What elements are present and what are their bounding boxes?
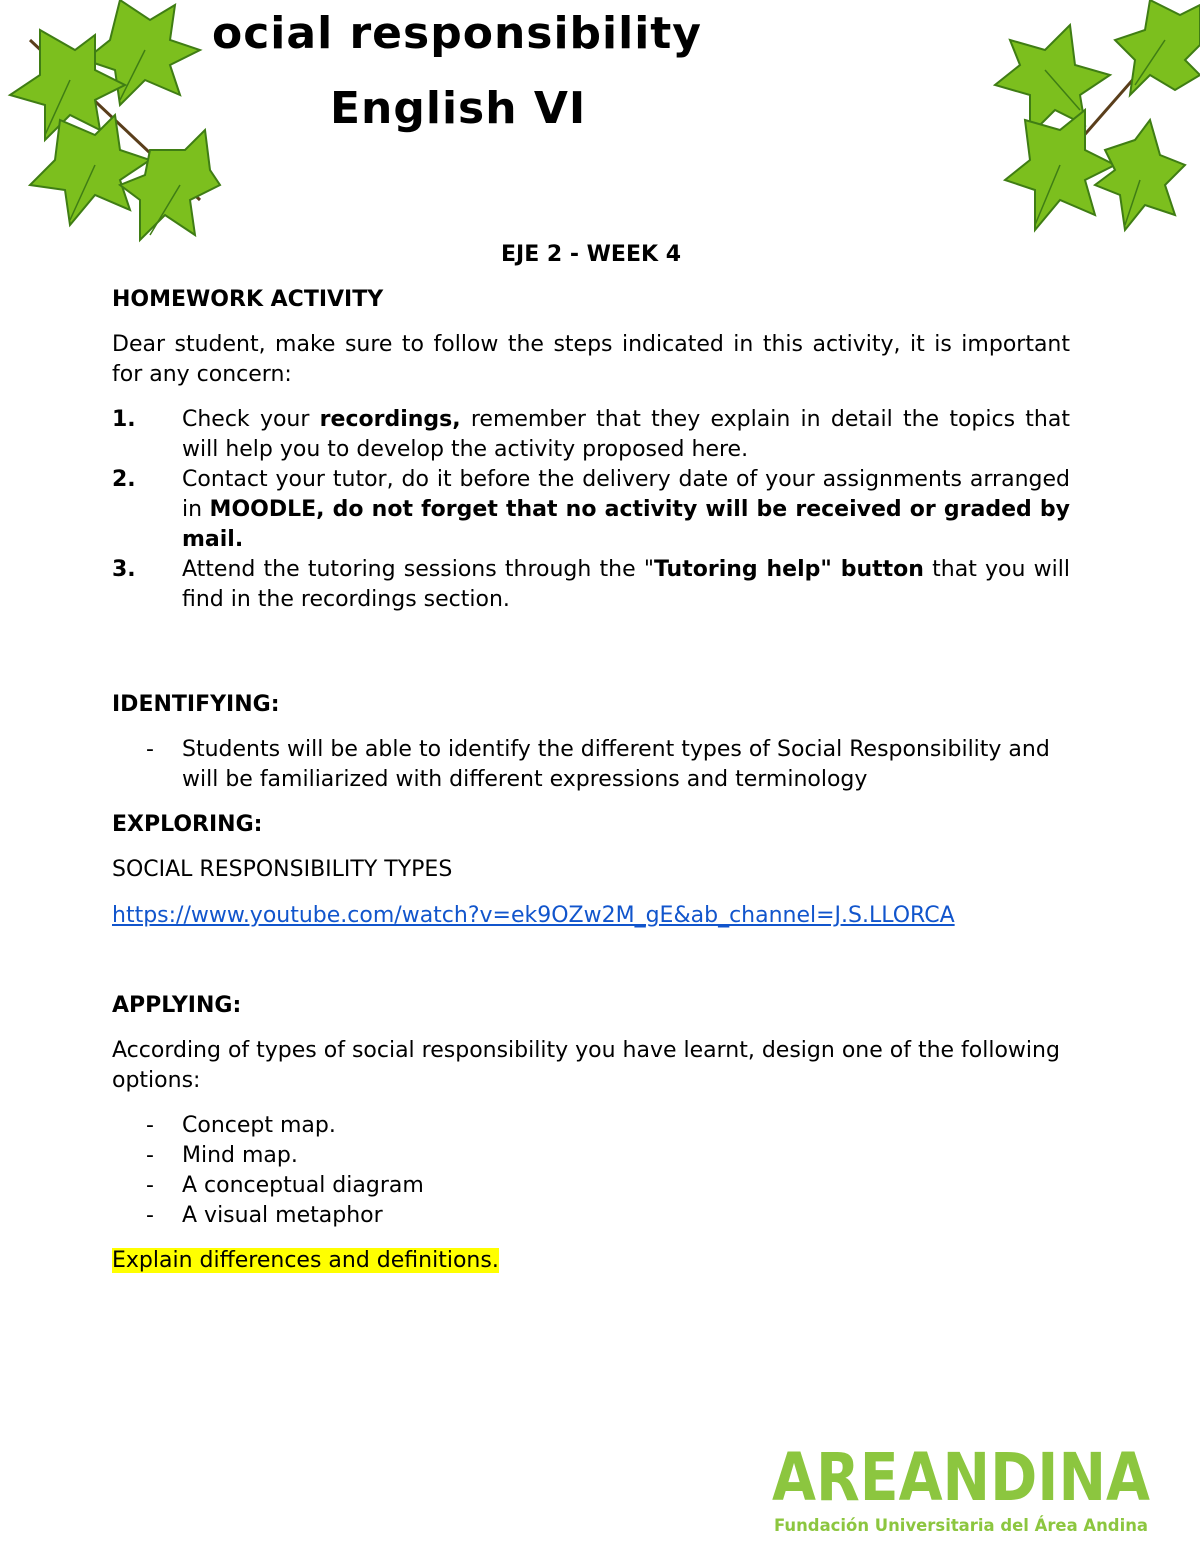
bullet-dash: - [146,1113,154,1138]
areandina-logo [770,1439,1161,1540]
bullet-dash: - [146,737,154,762]
leaf-decoration-left [0,0,220,240]
leaf-decoration-right [985,0,1200,240]
steps-list [112,405,1070,615]
bullet-dash: - [146,1173,154,1198]
week-heading: EJE 2 - WEEK 4 [501,242,681,267]
document-title: ocial responsibility [212,8,702,59]
homework-heading: HOMEWORK ACTIVITY [112,287,384,312]
options-list [112,1111,1070,1231]
list-item-text: Mind map. [182,1143,298,1168]
exploring-subtitle: SOCIAL RESPONSIBILITY TYPES [112,857,453,882]
list-item [112,1201,1070,1231]
bullet-dash: - [146,1143,154,1168]
applying-paragraph: According of types of social responsibility you have learnt, design one of the following options: [112,1038,1060,1093]
step-text: Check your [182,407,320,432]
logo-wordmark: AREANDINA [772,1439,1150,1516]
list-item [112,465,1070,555]
list-item [112,1141,1070,1171]
step-text: Attend the tutoring sessions through the " [182,557,654,582]
step-number: 3. [112,557,136,582]
exploring-heading: EXPLORING: [112,812,263,837]
list-item [112,1111,1070,1141]
intro-paragraph: Dear student, make sure to follow the steps indicated in this activity, it is important for any concern: [112,332,1070,387]
list-item-text: A visual metaphor [182,1203,383,1228]
step-number: 1. [112,407,136,432]
document-body [112,238,1070,1276]
step-emphasis: recordings, [319,407,461,432]
bullet-dash: - [146,1203,154,1228]
list-item [112,1171,1070,1201]
list-item-text: Students will be able to identify the different types of Social Responsibility and will be familiarized with different expressions and terminology [182,737,1050,792]
highlighted-instruction: Explain differences and definitions. [112,1248,499,1273]
list-item [112,735,1070,795]
list-item [112,405,1070,465]
step-text: Contact your tutor, do it before the delivery date of your assignments arranged in [182,467,1070,522]
step-text: that you will find in the recordings section. [182,557,1070,612]
identifying-heading: IDENTIFYING: [112,692,280,717]
step-emphasis: MOODLE, do not forget that no activity will be received or graded by mail. [182,497,1070,552]
identifying-list [112,735,1070,795]
list-item [112,555,1070,615]
step-number: 2. [112,467,136,492]
youtube-link[interactable]: https://www.youtube.com/watch?v=ek9OZw2M_gE&ab_channel=J.S.LLORCA [112,903,955,928]
list-item-text: Concept map. [182,1113,336,1138]
step-emphasis: Tutoring help" button [653,557,924,582]
logo-subtitle: Fundación Universitaria del Área Andina [774,1516,1161,1536]
applying-heading: APPLYING: [112,993,242,1018]
list-item-text: A conceptual diagram [182,1173,424,1198]
step-text: remember that they explain in detail the topics that will help you to develop the activity proposed here. [182,407,1070,462]
course-title: English VI [330,83,587,134]
